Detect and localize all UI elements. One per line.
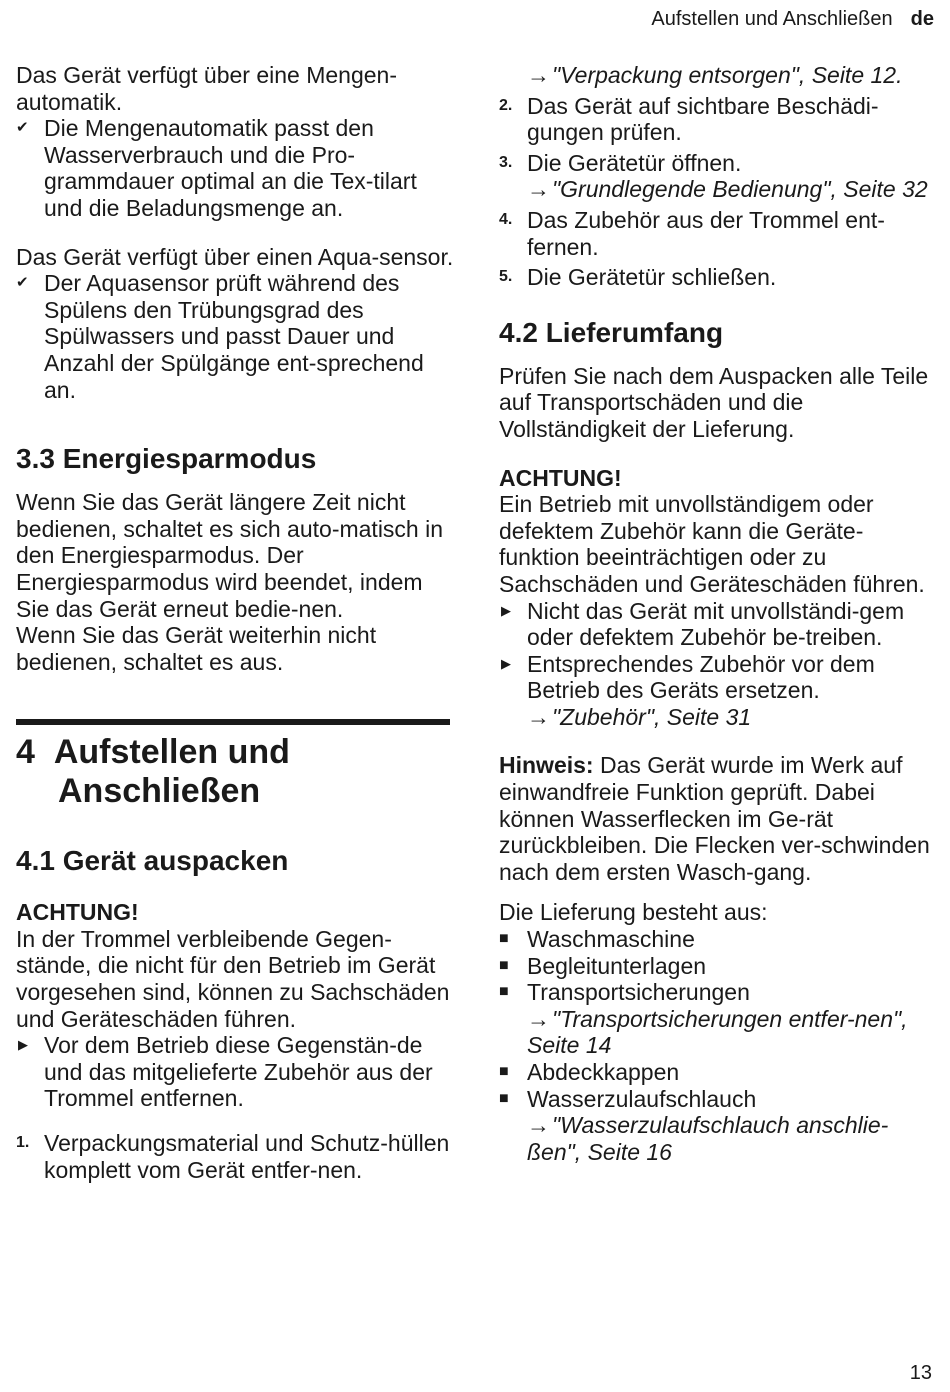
section-heading-3-3: 3.3 Energiesparmodus (16, 443, 317, 475)
triangle-bullet-icon: ▶ (18, 1037, 28, 1053)
action-item-text: Vor dem Betrieb diese Gegenstän-de und das mitgelieferte Zubehör aus der Trommel entfernen. (44, 1032, 433, 1112)
header-title: Aufstellen und Anschließen (651, 8, 893, 30)
cross-reference (499, 62, 939, 89)
arrow-icon: → (527, 1112, 550, 1139)
action-item (499, 598, 939, 651)
arrow-icon: → (527, 62, 550, 88)
warning-text: In der Trommel verbleibende Gegen-stände, die nicht für den Betrieb im Gerät vorgesehen sind, können zu Sachschäden und Geräteschäden führen. (16, 925, 450, 1032)
step-item (499, 264, 939, 291)
square-bullet-icon: ■ (499, 983, 509, 1001)
check-item (16, 115, 456, 221)
list-item-text: Transportsicherungen (527, 979, 750, 1006)
step-item (499, 150, 939, 203)
triangle-bullet-icon: ▶ (501, 655, 511, 671)
step-number: 2. (499, 96, 513, 114)
chapter-rule (16, 719, 450, 725)
list-item (499, 926, 939, 953)
check-item-text: Der Aquasensor prüft während des Spülens den Trübungsgrad des Spülwassers und passt Dauer und Anzahl der Spülgänge ent-sprechend an. (44, 270, 424, 403)
reference-text: "Zubehör", Seite 31 (552, 703, 752, 730)
note-paragraph (499, 752, 939, 885)
step-text: Die Gerätetür schließen. (527, 264, 777, 291)
page-number: 13 (909, 1362, 932, 1384)
check-item-text: Die Mengenautomatik passt den Wasserverbrauch und die Pro-grammdauer optimal an die Tex-tilart und die Beladungsmenge an. (44, 115, 417, 221)
paragraph: Das Gerät verfügt über eine Mengen-automatik. (16, 62, 397, 115)
note-label: Hinweis: (499, 752, 594, 779)
step-text: Die Gerätetür öffnen. (527, 149, 742, 176)
list-item-text: Abdeckkappen (527, 1059, 680, 1085)
paragraph: Wenn Sie das Gerät weiterhin nicht bedienen, schaltet es aus. (16, 622, 377, 675)
square-bullet-icon: ■ (499, 956, 509, 974)
step-item (499, 207, 939, 260)
chapter-title-line1: Aufstellen und (53, 733, 290, 772)
warning-label: ACHTUNG! (16, 899, 139, 926)
square-bullet-icon: ■ (499, 1063, 509, 1080)
step-item (499, 93, 939, 146)
cross-reference (527, 704, 751, 730)
cross-reference (527, 1112, 888, 1165)
section-heading-4-2: 4.2 Lieferumfang (499, 316, 724, 348)
chapter-number: 4 (16, 733, 35, 772)
list-item (499, 953, 939, 980)
chapter-title-line2: Anschließen (58, 772, 261, 811)
step-text: Das Gerät auf sichtbare Beschädi-gungen prüfen. (527, 92, 879, 146)
right-column (499, 62, 939, 1165)
section-heading-4-1: 4.1 Gerät auspacken (16, 845, 289, 877)
paragraph: Wenn Sie das Gerät längere Zeit nicht bedienen, schaltet es sich auto-matisch in den Energiesparmodus. Der Energiesparmodus wird beendet, indem Sie das Gerät erneut bedie-nen. (16, 489, 444, 622)
list-item-text: Waschmaschine (527, 926, 695, 953)
warning-label: ACHTUNG! (499, 464, 622, 491)
step-text: Verpackungsmaterial und Schutz-hüllen komplett vom Gerät entfer-nen. (44, 1130, 450, 1183)
reference-text: "Grundlegende Bedienung", Seite 32 (552, 176, 928, 203)
triangle-bullet-icon: ▶ (501, 602, 511, 618)
list-item (499, 979, 939, 1059)
action-item-text: Entsprechendes Zubehör vor dem Betrieb des Geräts ersetzen. (527, 650, 875, 704)
checkmark-icon: ✔ (16, 274, 29, 292)
check-item (16, 270, 456, 403)
step-number: 4. (499, 210, 513, 228)
paragraph: Das Gerät verfügt über einen Aqua-sensor. (16, 243, 454, 270)
note-text: Das Gerät wurde im Werk auf einwandfreie Funktion geprüft. Dabei können Wasserflecken im Ge-rät zurückbleiben. Die Flecken ver-schwinden nach dem ersten Wasch-gang. (499, 752, 930, 885)
action-item (499, 651, 939, 731)
paragraph: Prüfen Sie nach dem Auspacken alle Teile auf Transportschäden und die Vollständigkeit der Lieferung. (499, 362, 929, 442)
step-text: Das Zubehör aus der Trommel ent-fernen. (527, 206, 885, 260)
arrow-icon: → (527, 703, 550, 730)
square-bullet-icon: ■ (499, 1089, 509, 1107)
reference-text: "Verpackung entsorgen", Seite 12. (552, 62, 903, 88)
list-item-text: Begleitunterlagen (527, 952, 707, 979)
left-column (16, 62, 456, 1183)
list-item (499, 1086, 939, 1166)
delivery-intro: Die Lieferung besteht aus: (499, 899, 768, 926)
chapter-heading-4 (16, 733, 456, 811)
square-bullet-icon: ■ (499, 930, 509, 948)
cross-reference (527, 1006, 908, 1059)
action-item-text: Nicht das Gerät mit unvollständi-gem oder defektem Zubehör be-treiben. (527, 597, 905, 651)
reference-text: "Wasserzulaufschlauch anschlie-ßen", Seite 16 (527, 1112, 889, 1165)
step-number: 3. (499, 153, 513, 171)
list-item-text: Wasserzulaufschlauch (527, 1085, 757, 1112)
step-number: 5. (499, 268, 513, 286)
action-item (16, 1032, 456, 1112)
language-code: de (910, 8, 934, 30)
page-header (651, 8, 934, 31)
cross-reference (527, 176, 928, 202)
step-item (16, 1130, 456, 1183)
warning-text: Ein Betrieb mit unvollständigem oder defektem Zubehör kann die Geräte-funktion beeinträchtigen oder zu Sachschäden und Geräteschäden führen. (499, 491, 925, 597)
arrow-icon: → (527, 176, 550, 203)
step-number: 1. (16, 1134, 30, 1152)
list-item (499, 1059, 939, 1086)
arrow-icon: → (527, 1005, 550, 1032)
reference-text: "Transportsicherungen entfer-nen", Seite 14 (527, 1005, 908, 1059)
checkmark-icon: ✔ (16, 119, 29, 137)
